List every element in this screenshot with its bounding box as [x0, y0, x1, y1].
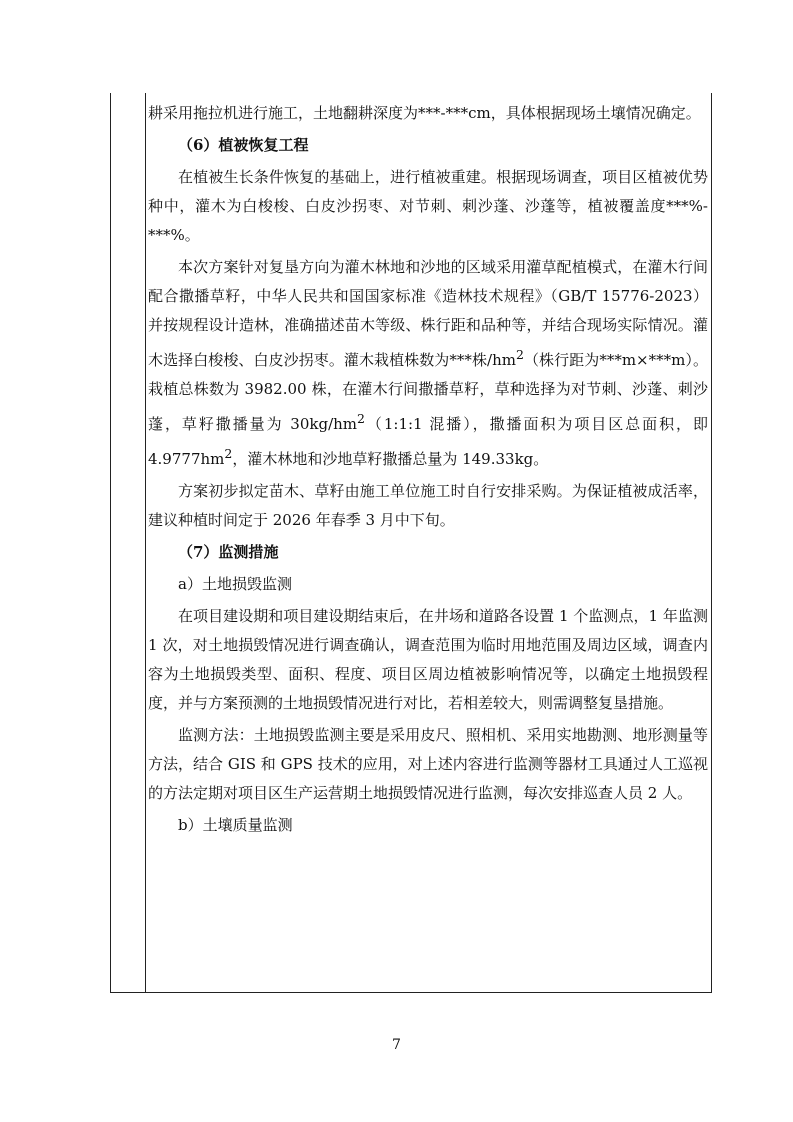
cell-content: [148, 99, 708, 840]
column-divider: [145, 93, 146, 992]
subheading-land-damage-monitoring: a）土地损毁监测: [178, 575, 292, 593]
heading-monitoring: （7）监测措施: [178, 543, 279, 561]
subheading-soil-quality-monitoring: b）土壤质量监测: [178, 816, 293, 834]
heading-vegetation-restoration: （6）植被恢复工程: [178, 136, 309, 154]
page-number: 7: [392, 1037, 401, 1053]
paragraph-vegetation-survey: 在植被生长条件恢复的基础上，进行植被重建。根据现场调查，项目区植被优势种中，灌木为白梭梭、白皮沙拐枣、对节刺、刺沙蓬、沙蓬等，植被覆盖度***%-***%。: [148, 168, 708, 244]
paragraph-planting-scheme: 本次方案针对复垦方向为灌木林地和沙地的区域采用灌草配植模式，在灌木行间配合撒播草籽，中华人民共和国国家标准《造林技术规程》（GB/T 15776-2023）并按规程设计造林，准确描述苗木等级、株行距和品种等，并结合现场实际情况。灌木选择白梭梭、白皮沙拐枣。灌木栽植株数为***株$/hm^2$（株行距为***m×***m）。栽植总株数为 3982.00 株，在灌木行间撒播草籽，草种选择为对节刺、沙蓬、刺沙蓬，草籽撒播量为 $30kg/hm^2(1:1:1$ 混播），撒播面积为项目区总面积，即 $4.9777hm^2$，灌木林地和沙地草籽撒播总量为 149.33kg。: [148, 258, 708, 468]
paragraph-monitoring-points: 在项目建设期和项目建设期结束后，在井场和道路各设置 1 个监测点，1 年监测 1 次，对土地损毁情况进行调查确认，调查范围为临时用地范围及周边区域，调查内容为土地损毁类型、面积、程度、项目区周边植被影响情况等，以确定土地损毁程度，并与方案预测的土地损毁情况进行对比，若相差较大，则需调整复垦措施。: [148, 607, 708, 712]
paragraph-procurement: 方案初步拟定苗木、草籽由施工单位施工时自行安排采购。为保证植被成活率，建议种植时间定于 2026 年春季 3 月中下旬。: [148, 482, 708, 529]
paragraph-continuation: 耕采用拖拉机进行施工，土地翻耕深度为***-***cm，具体根据现场土壤情况确定。: [148, 104, 701, 122]
paragraph-monitoring-method: 监测方法：土地损毁监测主要是采用皮尺、照相机、采用实地勘测、地形测量等方法，结合 GIS 和 GPS 技术的应用，对上述内容进行监测等器材工具通过人工巡视的方法定期对项目区生产运营期土地损毁情况进行监测，每次安排巡查人员 2 人。: [148, 726, 708, 802]
table-frame: [110, 93, 712, 993]
